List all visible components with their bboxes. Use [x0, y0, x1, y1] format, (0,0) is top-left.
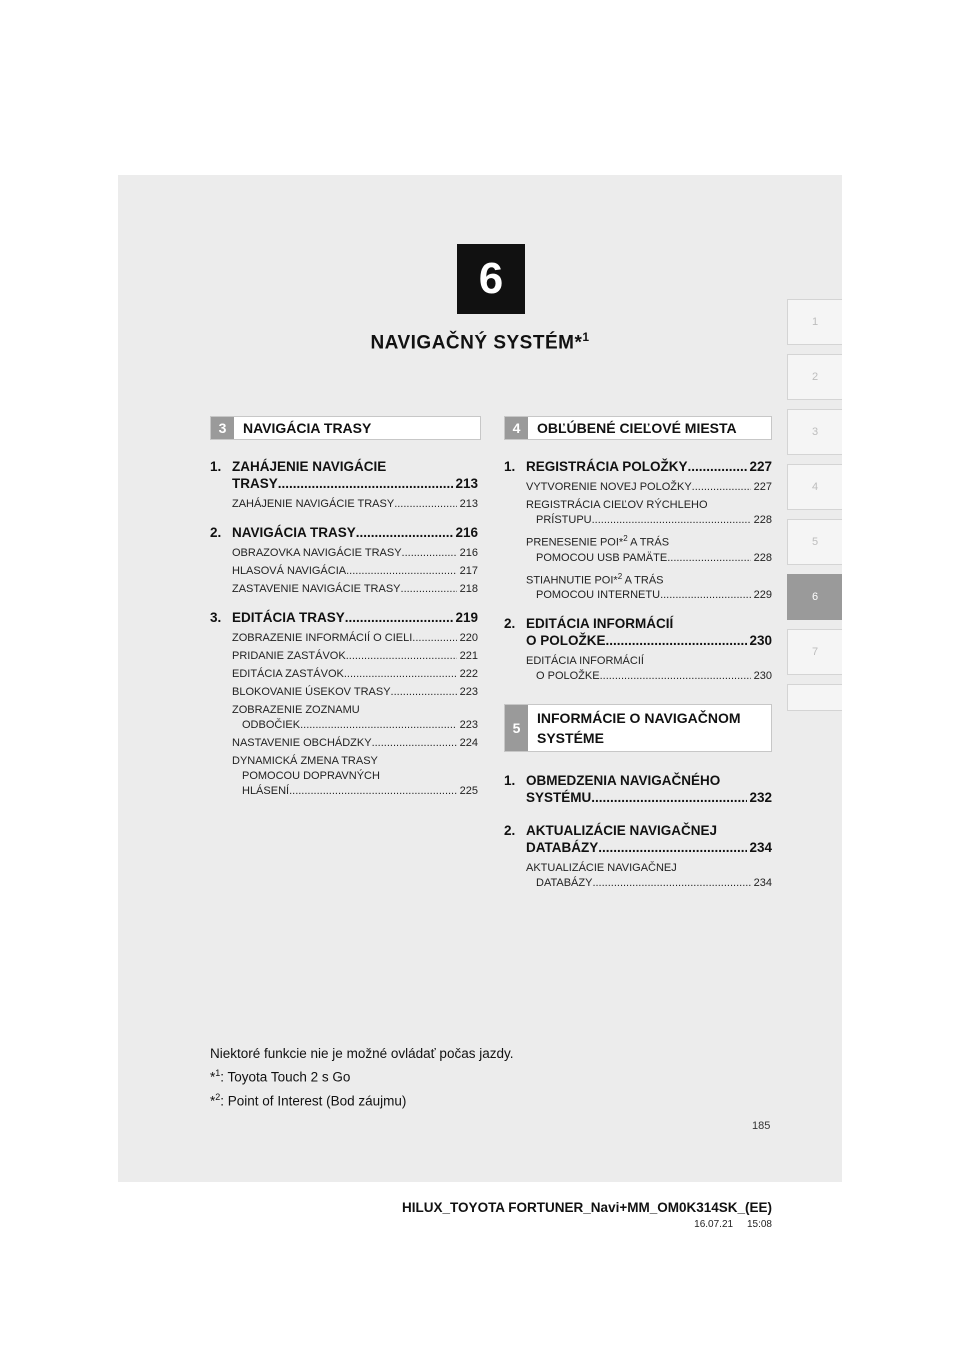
note-text: Niektoré funkcie nie je možné ovládať počas jazdy. — [210, 1046, 514, 1061]
toc-sub-entry[interactable]: AKTUALIZÁCIE NAVIGAČNEJ DATABÁZY ..... 234 — [526, 861, 772, 891]
footnote-2: *$^2$: Point of Interest (Bod záujmu) — [210, 1091, 407, 1108]
side-tab-1[interactable]: 1 — [787, 299, 842, 345]
toc-sub-entry[interactable]: ZOBRAZENIE ZOZNAMU ODBOČIEK ..... 223 — [232, 703, 478, 733]
footer-date: 16.07.21 15:08 — [694, 1219, 772, 1230]
section-5-number: 5 — [505, 705, 528, 751]
toc-entry-4-1[interactable]: 1. REGISTRÁCIA POLOŽKY ..... 227 — [504, 458, 772, 475]
toc-sub-entry[interactable]: VYTVORENIE NOVEJ POLOŽKY ..... 227 — [526, 480, 772, 495]
toc-sub-entry[interactable]: ZASTAVENIE NAVIGÁCIE TRASY ..... 218 — [232, 582, 478, 597]
page-number: 185 — [752, 1120, 771, 1132]
section-3-number: 3 — [211, 417, 234, 439]
chapter-notes — [210, 1046, 513, 1115]
toc-sub-entry[interactable]: PRENESENIE POI*$^2$ A TRÁS POMOCOU USB PAMÄTE ..... 228 — [526, 531, 772, 566]
toc-sub-entry[interactable]: BLOKOVANIE ÚSEKOV TRASY ..... 223 — [232, 685, 478, 700]
toc-sub-entry[interactable]: ZAHÁJENIE NAVIGÁCIE TRASY ..... 213 — [232, 497, 478, 512]
chapter-number-box: 6 — [457, 244, 525, 314]
toc-sub-entry[interactable]: NASTAVENIE OBCHÁDZKY ..... 224 — [232, 736, 478, 751]
toc-sub-entry[interactable]: EDITÁCIA ZASTÁVOK ..... 222 — [232, 667, 478, 682]
toc-entry-5-1[interactable]: 1. OBMEDZENIA NAVIGAČNÉHO SYSTÉMU ..... 232 — [504, 772, 772, 806]
toc-sub-entry[interactable]: EDITÁCIA INFORMÁCIÍ O POLOŽKE ..... 230 — [526, 654, 772, 684]
footer-document-id: HILUX_TOYOTA FORTUNER_Navi+MM_OM0K314SK_(EE) — [402, 1200, 772, 1215]
side-tab-6[interactable]: 6 — [787, 574, 842, 620]
toc-sub-entry[interactable]: DYNAMICKÁ ZMENA TRASY POMOCOU DOPRAVNÝCH HLÁSENÍ ..... 225 — [232, 754, 478, 799]
section-5-toc — [504, 756, 772, 894]
toc-entry-3-3[interactable]: 3. EDITÁCIA TRASY ..... 219 — [210, 609, 478, 626]
section-4-label: OBĽÚBENÉ CIEĽOVÉ MIESTA — [537, 420, 737, 436]
side-tab-4[interactable]: 4 — [787, 464, 842, 510]
section-3-label: NAVIGÁCIA TRASY — [243, 420, 372, 436]
side-tab-blank[interactable] — [787, 684, 842, 711]
side-tab-7[interactable]: 7 — [787, 629, 842, 675]
footnote-1: *$^1$: Toyota Touch 2 s Go — [210, 1068, 351, 1085]
toc-sub-entry[interactable]: REGISTRÁCIA CIEĽOV RÝCHLEHO PRÍSTUPU ..... 228 — [526, 498, 772, 528]
side-tab-2[interactable]: 2 — [787, 354, 842, 400]
toc-sub-entry[interactable]: STIAHNUTIE POI*$^2$ A TRÁS POMOCOU INTERNETU ..... 229 — [526, 569, 772, 604]
toc-entry-5-2[interactable]: 2. AKTUALIZÁCIE NAVIGAČNEJ DATABÁZY ..... 234 — [504, 822, 772, 856]
toc-sub-entry[interactable]: OBRAZOVKA NAVIGÁCIE TRASY ..... 216 — [232, 546, 478, 561]
toc-sub-entry[interactable]: ZOBRAZENIE INFORMÁCIÍ O CIELI ..... 220 — [232, 631, 478, 646]
toc-entry-3-1[interactable]: 1. ZAHÁJENIE NAVIGÁCIE TRASY ..... 213 — [210, 458, 478, 492]
toc-entry-4-2[interactable]: 2. EDITÁCIA INFORMÁCIÍ O POLOŽKE ..... 230 — [504, 615, 772, 649]
toc-sub-entry[interactable]: PRIDANIE ZASTÁVOK ..... 221 — [232, 649, 478, 664]
section-4-header — [504, 416, 772, 440]
toc-sub-entry[interactable]: HLASOVÁ NAVIGÁCIA ..... 217 — [232, 564, 478, 579]
section-4-toc — [504, 442, 772, 687]
section-3-header — [210, 416, 481, 440]
toc-entry-3-2[interactable]: 2. NAVIGÁCIA TRASY ..... 216 — [210, 524, 478, 541]
chapter-title: NAVIGAČNÝ SYSTÉM*$^1$ — [370, 330, 590, 354]
side-tab-3[interactable]: 3 — [787, 409, 842, 455]
section-5-header — [504, 704, 772, 752]
side-tab-5[interactable]: 5 — [787, 519, 842, 565]
section-4-number: 4 — [505, 417, 528, 439]
section-3-toc — [210, 442, 478, 802]
section-5-label: INFORMÁCIE O NAVIGAČNOM SYSTÉME — [537, 710, 741, 746]
